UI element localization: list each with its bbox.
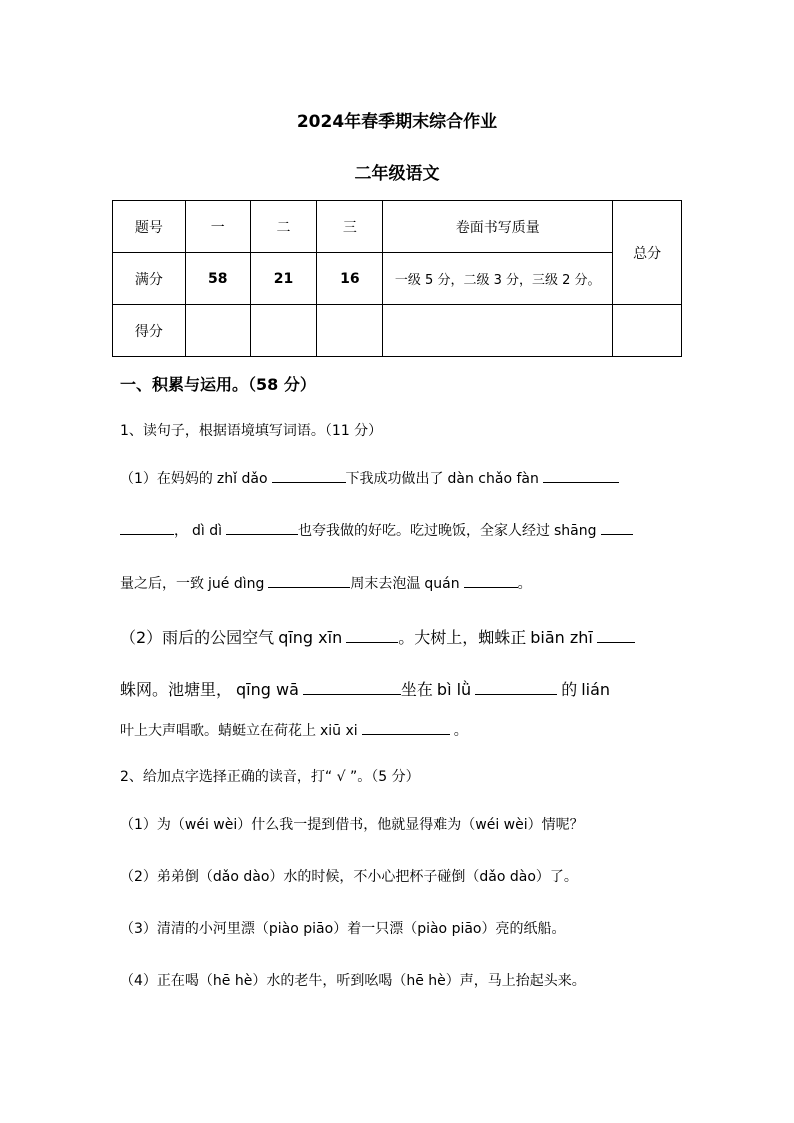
q2-item-3: （3）清清的小河里漂（piào piāo）着一只漂（piào piāo）亮的纸船。 [120, 921, 566, 937]
table-row [113, 305, 682, 357]
answer-blank[interactable] [464, 573, 518, 588]
total-score-label: 总分 [613, 201, 682, 305]
text: 。 [453, 723, 468, 739]
pinyin: quán [424, 576, 460, 592]
column-header-3: 三 [317, 201, 383, 253]
score-cell-2[interactable] [250, 305, 317, 357]
column-header-1: 一 [185, 201, 250, 253]
section-heading: 一、积累与运用。（58 分） [120, 375, 316, 394]
text: 下我成功做出了 [345, 471, 444, 487]
pinyin: shāng [554, 523, 597, 539]
full-marks-2: 21 [250, 253, 317, 305]
full-marks-3: 16 [317, 253, 383, 305]
answer-blank[interactable] [362, 720, 450, 735]
writing-quality-grades: 一级 5 分，二级 3 分，三级 2 分。 [383, 253, 613, 305]
full-marks-1: 58 [185, 253, 250, 305]
answer-blank[interactable] [475, 680, 557, 695]
q2-item-2: （2）弟弟倒（dǎo dào）水的时候，不小心把杯子碰倒（dǎo dào）了。 [120, 869, 578, 885]
row-header-score: 得分 [113, 305, 186, 357]
score-cell-1[interactable] [185, 305, 250, 357]
text: 叶上大声唱歌。蜻蜓立在荷花上 [120, 723, 316, 739]
pinyin: dàn chǎo fàn [447, 471, 539, 487]
text: 坐在 [400, 680, 433, 699]
q2-item-4: （4）正在喝（hē hè）水的老牛，听到吆喝（hē hè）声，马上抬起头来。 [120, 973, 586, 989]
text: 。 [517, 576, 532, 592]
q1-paragraph1-line2 [120, 520, 633, 540]
text: ， [174, 523, 188, 539]
answer-blank[interactable] [120, 520, 174, 535]
document-title: 2024年春季期末综合作业 [296, 112, 498, 132]
pinyin: qīng xīn [278, 628, 343, 647]
pinyin: bì lǜ [436, 680, 472, 699]
answer-blank[interactable] [272, 468, 346, 483]
pinyin: qīng wā [236, 680, 299, 699]
answer-blank[interactable] [226, 520, 298, 535]
q2-item-1: （1）为（wéi wèi）什么我一提到借书，他就显得难为（wéi wèi）情呢？ [120, 817, 584, 833]
document-subtitle: 二年级语文 [354, 164, 440, 184]
pinyin: dì dì [192, 523, 223, 539]
row-header-full-marks: 满分 [113, 253, 186, 305]
pinyin: biān zhī [530, 628, 593, 647]
q1-paragraph2-line3 [120, 720, 472, 740]
answer-blank[interactable] [597, 628, 635, 643]
text: 的 [561, 680, 578, 699]
answer-blank[interactable] [346, 628, 398, 643]
q1-paragraph2-line1 [120, 625, 635, 648]
pinyin: xiū xi [320, 723, 358, 739]
score-table [112, 200, 682, 357]
text: 。大树上，蜘蛛正 [398, 628, 527, 647]
question-2-prompt: 2、给加点字选择正确的读音，打“ √ ”。（5 分） [120, 769, 420, 785]
text: 周末去泡温 [350, 576, 421, 592]
text: （1）在妈妈的 [120, 471, 213, 487]
text: （2）雨后的公园空气 [120, 628, 275, 647]
table-row [113, 253, 682, 305]
answer-blank[interactable] [303, 680, 401, 695]
question-1-prompt: 1、读句子，根据语境填写词语。（11 分） [120, 423, 383, 439]
text: 量之后，一致 [120, 576, 204, 592]
score-cell-3[interactable] [317, 305, 383, 357]
column-header-writing-quality: 卷面书写质量 [383, 201, 613, 253]
pinyin: lián [581, 680, 611, 699]
answer-blank[interactable] [543, 468, 619, 483]
answer-blank[interactable] [601, 520, 633, 535]
text: 蛛网。池塘里， [120, 680, 233, 699]
pinyin: jué dìng [208, 576, 265, 592]
row-header-question-number: 题号 [113, 201, 186, 253]
score-cell-total[interactable] [613, 305, 682, 357]
q1-paragraph1-line1 [120, 468, 619, 488]
q1-paragraph2-line2 [120, 677, 610, 700]
text: 也夸我做的好吃。吃过晚饭，全家人经过 [298, 523, 551, 539]
pinyin: zhǐ dǎo [216, 471, 268, 487]
column-header-2: 二 [250, 201, 317, 253]
score-cell-writing[interactable] [383, 305, 613, 357]
answer-blank[interactable] [268, 573, 350, 588]
table-row [113, 201, 682, 253]
q1-paragraph1-line3 [120, 573, 532, 593]
